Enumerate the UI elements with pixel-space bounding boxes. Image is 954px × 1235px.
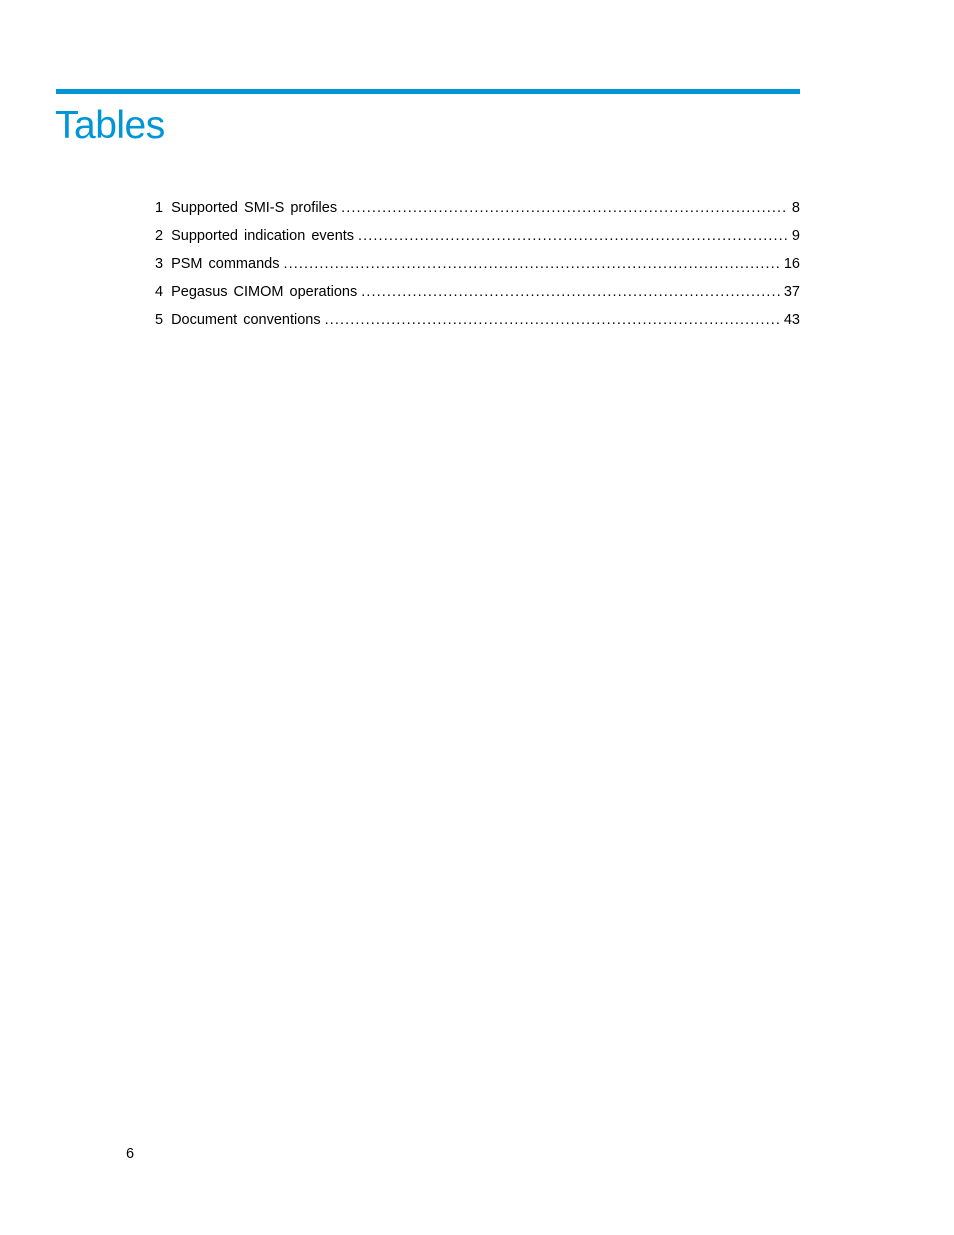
toc-entry-page[interactable]: 8 [791,200,800,216]
toc-dot-leader [283,252,779,276]
toc-entry-label[interactable]: Supported SMI-S profiles [171,200,338,216]
table-of-tables [155,196,800,336]
toc-entry-page[interactable]: 9 [791,228,800,244]
toc-entry-number: 2 [155,228,164,244]
toc-entry-label[interactable]: Supported indication events [171,228,355,244]
toc-entry-page[interactable]: 37 [783,284,800,300]
toc-entry-label[interactable]: Document conventions [171,312,321,328]
toc-entry-number: 4 [155,284,164,300]
toc-dot-leader [358,224,788,248]
toc-dot-leader [341,196,788,220]
toc-dot-leader [361,280,780,304]
toc-entry-page[interactable]: 43 [783,312,800,328]
toc-entry[interactable] [155,196,800,224]
title-rule [56,89,800,94]
toc-entry[interactable] [155,252,800,280]
toc-entry[interactable] [155,280,800,308]
page-number: 6 [126,1146,135,1162]
toc-dot-leader [325,308,780,332]
toc-entry-number: 5 [155,312,164,328]
toc-entry[interactable] [155,224,800,252]
toc-entry-number: 1 [155,200,164,216]
toc-entry-number: 3 [155,256,164,272]
toc-entry-page[interactable]: 16 [783,256,800,272]
page-title: Tables [55,104,165,147]
toc-entry-label[interactable]: PSM commands [171,256,280,272]
toc-entry[interactable] [155,308,800,336]
toc-entry-label[interactable]: Pegasus CIMOM operations [171,284,358,300]
